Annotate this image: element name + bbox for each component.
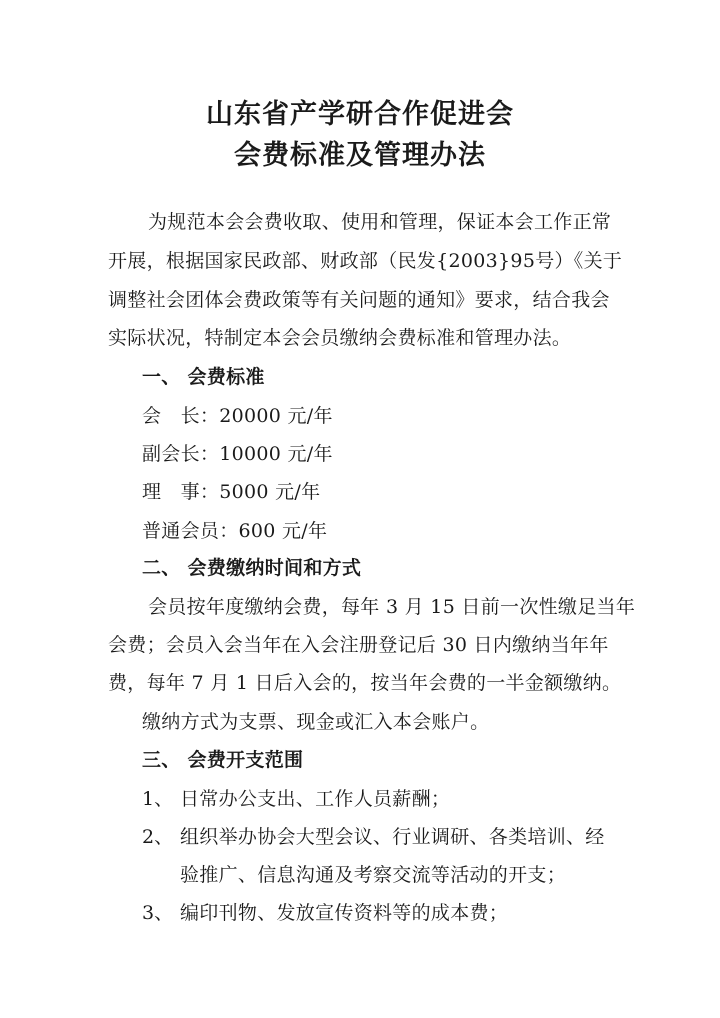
section1-heading: 一、 会费标准: [142, 366, 265, 388]
payment-line-3: 费，每年 7 月 1 日后入会的，按当年会费的一半金额缴纳。: [108, 672, 622, 694]
item-2-text-line1: 组织举办协会大型会议、行业调研、各类培训、经: [180, 826, 605, 848]
item-2-number: 2、: [142, 826, 174, 848]
document-title-line1: 山东省产学研合作促进会: [206, 99, 514, 130]
item-3-number: 3、: [142, 902, 174, 924]
fee-director: 理 事：5000 元/年: [142, 481, 321, 503]
section2-heading: 二、 会费缴纳时间和方式: [142, 557, 362, 579]
intro-line-2: 开展，根据国家民政部、财政部（民发{2003}95号）《关于: [108, 250, 623, 272]
fee-member: 普通会员：600 元/年: [142, 520, 328, 542]
item-1-number: 1、: [142, 788, 174, 810]
intro-line-1: 为规范本会会费收取、使用和管理，保证本会工作正常: [148, 211, 612, 233]
payment-method: 缴纳方式为支票、现金或汇入本会账户。: [142, 711, 490, 733]
fee-vice-president: 副会长：10000 元/年: [142, 443, 333, 465]
payment-line-1: 会员按年度缴纳会费，每年 3 月 15 日前一次性缴足当年: [148, 596, 636, 618]
intro-line-3: 调整社会团体会费政策等有关问题的通知》要求，结合我会: [108, 289, 610, 311]
item-1-text: 日常办公支出、工作人员薪酬；: [180, 788, 451, 810]
intro-line-4: 实际状况，特制定本会会员缴纳会费标准和管理办法。: [108, 327, 572, 349]
payment-line-2: 会费；会员入会当年在入会注册登记后 30 日内缴纳当年年: [108, 634, 609, 656]
fee-president: 会 长：20000 元/年: [142, 405, 333, 427]
item-2-text-line2: 验推广、信息沟通及考察交流等活动的开支；: [180, 864, 567, 886]
section3-heading: 三、 会费开支范围: [142, 749, 304, 771]
document-title-line2: 会费标准及管理办法: [234, 140, 486, 171]
item-3-text: 编印刊物、发放宣传资料等的成本费；: [180, 902, 509, 924]
